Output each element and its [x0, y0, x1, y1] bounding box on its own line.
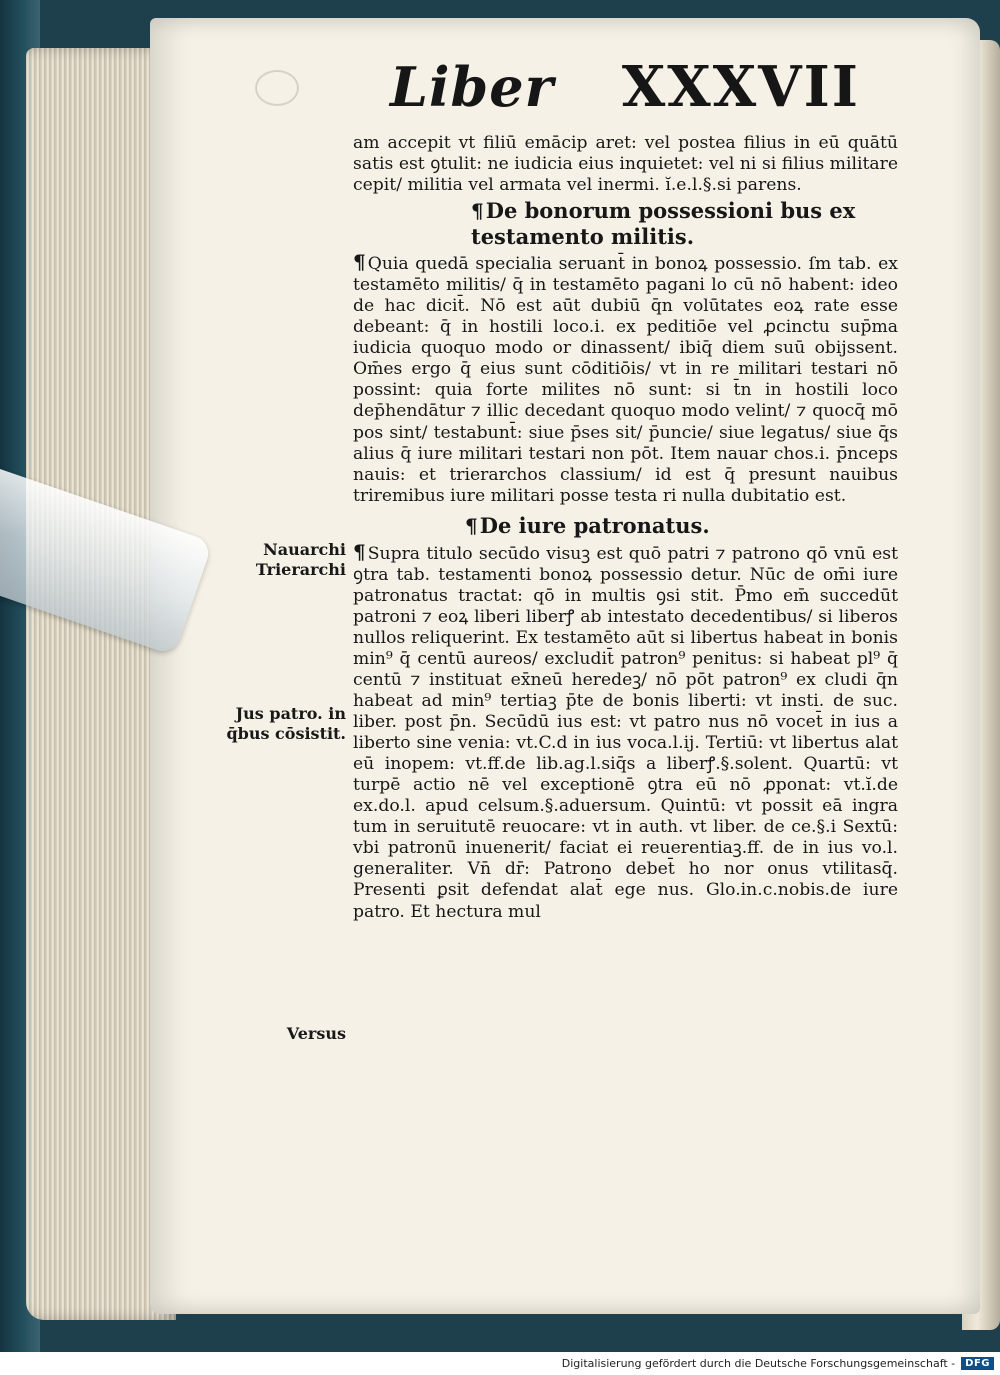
paragraph-bonorum — [353, 252, 898, 507]
main-text-column — [353, 133, 898, 923]
section-heading-text: De iure patronatus. — [479, 512, 710, 538]
margin-note-trierarchi: Trierarchi — [255, 560, 346, 579]
digitization-footer — [0, 1352, 1000, 1375]
section-heading-text: De bonorum possessioni bus ex testamento militis. — [471, 198, 856, 250]
dfg-logo: DFG — [961, 1357, 994, 1370]
paragraph-patronatus — [353, 539, 898, 923]
pilcrow-icon: ¶ — [353, 250, 366, 275]
paragraph-continuation: am accepit vt filiū emācip aret: vel postea filius in eū quātū satis est ꝯtulit: ne iudicia eius inquietet: vel ni si filius militare cepit/ militia vel armata vel inermi. ĭ.e.l.§.si parens. — [353, 133, 898, 196]
section-heading-patronatus — [353, 513, 898, 539]
running-header — [390, 54, 860, 120]
section-heading-bonorum — [353, 198, 898, 249]
paragraph-text: Supra titulo secūdo visuꝫ est quō patri ⁊ patrono qō vnū est ꝯtra tab. testamenti bonoꝝ possessio detur. Nūc de om̄i iure patronatus tractat: qō in multis ꝯsi stit. P̄mo em̄ succedūt patroni ⁊ eoꝝ liberi liberꝭ ab intestato decedentibus/ si liberos nullos reliquerint. Ex testamēto aūt si libertus habeat in bonis min⁹ q̄ centū aureos/ excludit̄ patron⁹ penitus: si habeat pl⁹ q̄ centū ⁊ instituat ex̄neū heredeꝫ/ nō pōt patron⁹ ex cludi q̄n habeat ad min⁹ tertiaꝫ p̄te de bonis liberti: vt insti. de suc. liber. post p̄n. Secūdū ius est: vt patro nus nō vocet̄ in ius a liberto sine venia: vt.C.d in ius voca.l.ij. Tertiū: vt libertus alat eū inopem: vt.ff.de lib.ag.l.siq̄s a liberꝭ.§.solent. Quartū: vt turpē actio nē vel exceptionē ꝯtra eū nō ꝓponat: vt.ĭ.de ex.do.l. apud celsum.§.aduersum. Quintū: vt possit eā ingra tum in seruitutē reuocare: vt in auth. vt liber. de ce.§.i Sextū: vbi patronū inuenerit/ faciat ei reuerentiaꝫ.ff. de in ius vo.l. generaliter. Vn̄ dr̄: Patrono debet̄ ho nor onus vtilitasq̄. Presenti ꝑsit defendat alat̄ ege nus. Glo.in.c.nobis.de iure patro. Et hectura mul — [353, 543, 898, 922]
paragraph-text: Quia quedā specialia seruant̄ in bonoꝝ possessio. ſm tab. ex testamēto militis/ q̄ in testamēto pagani lo cū nō habent: ideo de hac dicit̄. Nō est aūt dubiū q̄n volūtates eoꝝ rate esse debeant: q̄ in hostili loco.i. ex peditiōe vel ꝓcinctu sup̄ma iudicia quoquo modo or dinassent/ ibiq̄ diem suū obijssent. Om̄es ergo q̄ eius sunt cōditiōis/ vt in re militari testari nō possint: quia forte milites nō sunt: si t̄n in hostili loco dep̄hendātur ⁊ illic decedant quoquo modo velint/ ⁊ quocq̄ mō pos sint/ testabunt̄: siue p̄ses sit/ p̄uncie/ siue legatus/ siue q̄s alius q̄ iure militari testari non pōt. Item nauar chos.i. p̄nceps nauis: et trierarchos classium/ id est q̄ presunt nauibus triremibus iure militari posse testa ri nulla dubitatio est. — [353, 254, 898, 506]
margin-note-ius-patronatus-2: q̄bus cōsistit. — [226, 724, 346, 743]
margin-note-ius-patronatus-1: Jus patro. in — [235, 704, 346, 723]
pilcrow-icon: ¶ — [471, 199, 484, 224]
margin-note-versus: Versus — [286, 1024, 346, 1043]
running-header-folio: XXXVII — [621, 54, 860, 120]
pilcrow-icon: ¶ — [353, 539, 366, 564]
margin-note-nauarchi: Nauarchi — [263, 540, 346, 559]
show-through-mark — [255, 70, 299, 106]
running-header-title: Liber — [390, 55, 555, 119]
pilcrow-icon: ¶ — [465, 513, 478, 538]
footer-credit-text: Digitalisierung gefördert durch die Deutsche Forschungsgemeinschaft - — [561, 1357, 956, 1370]
